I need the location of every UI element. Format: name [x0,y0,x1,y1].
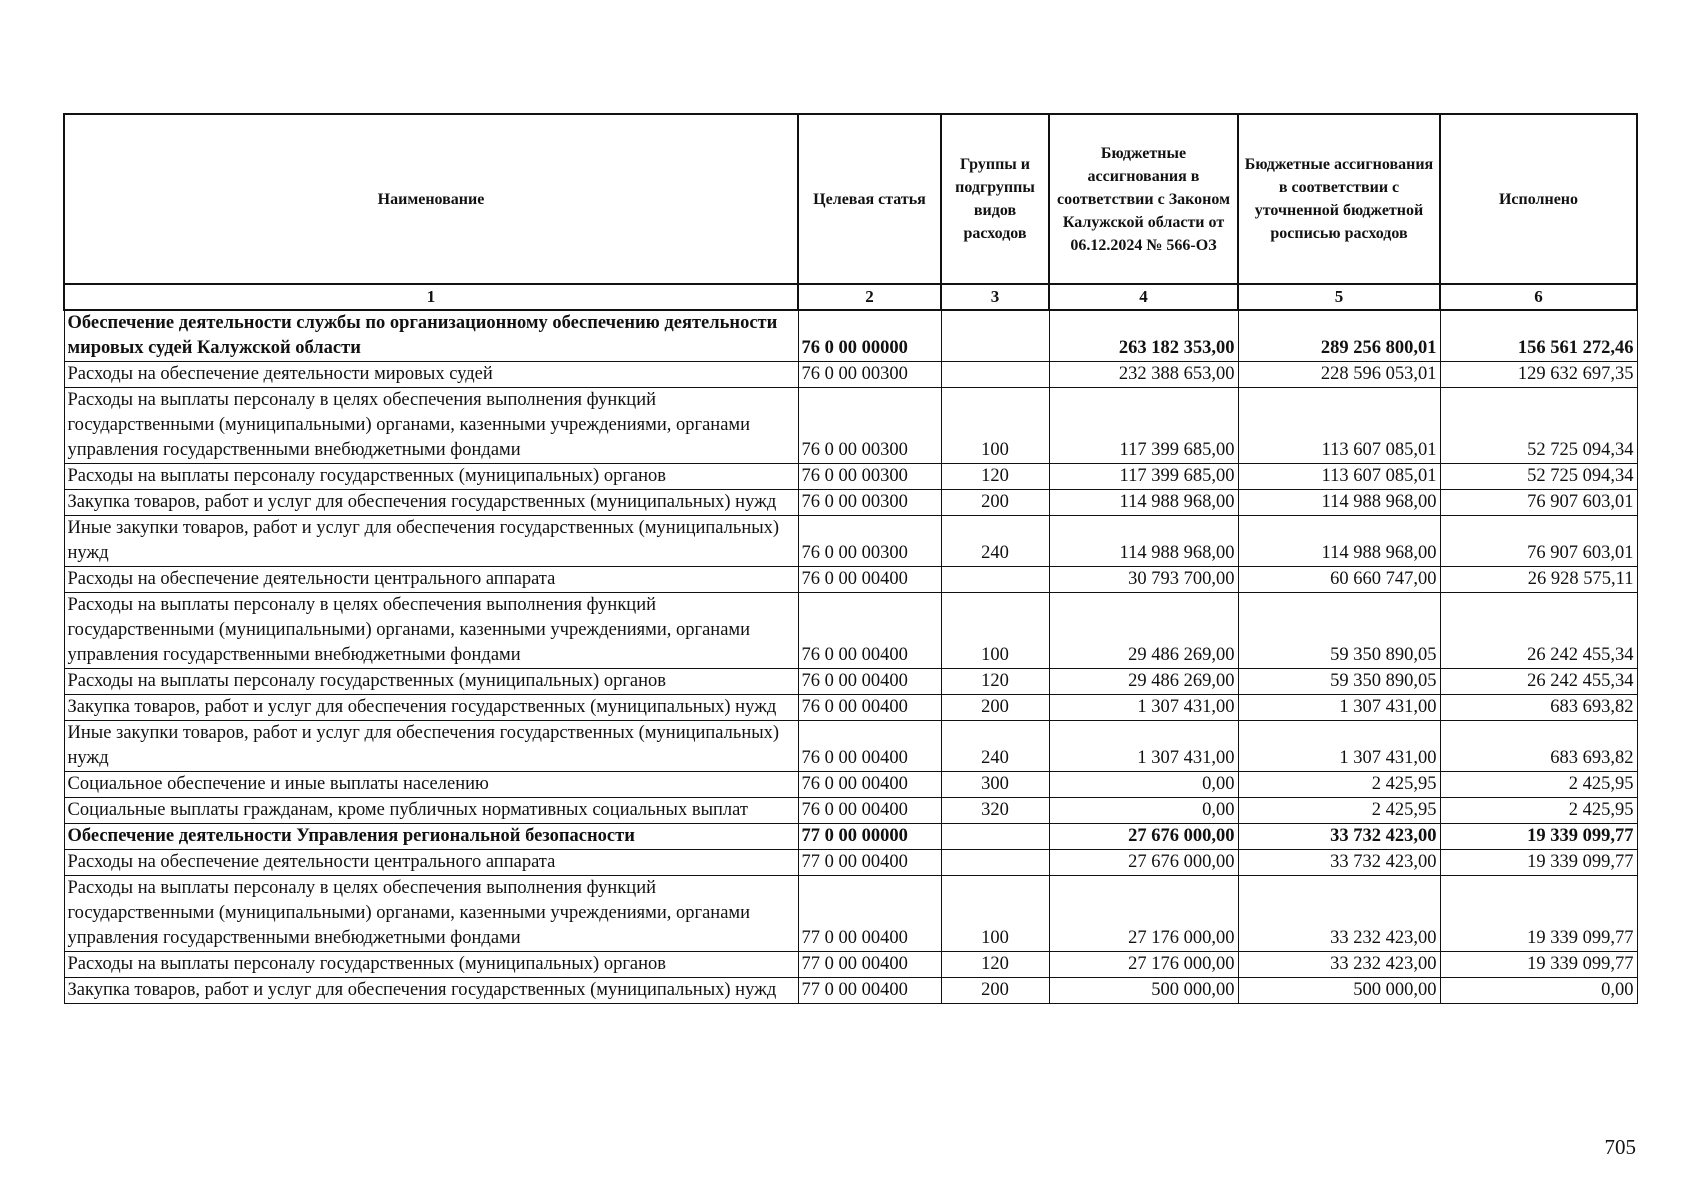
expense-group: 300 [941,772,1049,798]
target-code: 76 0 00 00400 [798,798,941,824]
expense-group [941,824,1049,850]
header-revised: Бюджетные ассигнования в соответствии с уточненной бюджетной росписью расходов [1238,114,1440,284]
executed-amount: 156 561 272,46 [1440,310,1637,362]
revised-amount: 33 732 423,00 [1238,824,1440,850]
law-amount: 29 486 269,00 [1049,669,1238,695]
law-amount: 1 307 431,00 [1049,695,1238,721]
expense-group: 100 [941,876,1049,952]
row-name: Иные закупки товаров, работ и услуг для обеспечения государственных (муниципальных) нужд [64,516,798,567]
table-row [64,516,1637,567]
expense-group: 240 [941,721,1049,772]
row-name: Расходы на обеспечение деятельности мировых судей [64,362,798,388]
row-name: Расходы на выплаты персоналу государственных (муниципальных) органов [64,669,798,695]
revised-amount: 33 232 423,00 [1238,876,1440,952]
header-target: Целевая статья [798,114,941,284]
revised-amount: 2 425,95 [1238,798,1440,824]
executed-amount: 76 907 603,01 [1440,516,1637,567]
expense-group: 200 [941,490,1049,516]
page-number: 705 [1604,1135,1636,1159]
header-law: Бюджетные ассигнования в соответствии с Законом Калужской области от 06.12.2024 № 566-ОЗ [1049,114,1238,284]
revised-amount: 113 607 085,01 [1238,464,1440,490]
law-amount: 263 182 353,00 [1049,310,1238,362]
revised-amount: 59 350 890,05 [1238,593,1440,669]
table-body [64,310,1637,1004]
row-name: Социальные выплаты гражданам, кроме публичных нормативных социальных выплат [64,798,798,824]
executed-amount: 129 632 697,35 [1440,362,1637,388]
table-row [64,593,1637,669]
revised-amount: 114 988 968,00 [1238,516,1440,567]
executed-amount: 52 725 094,34 [1440,464,1637,490]
column-number: 5 [1238,284,1440,310]
revised-amount: 113 607 085,01 [1238,388,1440,464]
target-code: 77 0 00 00400 [798,978,941,1004]
law-amount: 27 676 000,00 [1049,850,1238,876]
expense-group [941,567,1049,593]
target-code: 76 0 00 00400 [798,772,941,798]
row-name: Расходы на выплаты персоналу государственных (муниципальных) органов [64,952,798,978]
expense-group: 200 [941,695,1049,721]
revised-amount: 1 307 431,00 [1238,721,1440,772]
header-row [64,114,1637,284]
law-amount: 232 388 653,00 [1049,362,1238,388]
table-row [64,310,1637,362]
executed-amount: 19 339 099,77 [1440,952,1637,978]
expense-group: 120 [941,952,1049,978]
expense-group: 100 [941,388,1049,464]
target-code: 77 0 00 00000 [798,824,941,850]
row-name: Расходы на выплаты персоналу в целях обеспечения выполнения функций государственными (муниципальными) органами, казенными учреждениями, органами управления государственными внебюджетными фондами [64,388,798,464]
target-code: 76 0 00 00300 [798,490,941,516]
law-amount: 30 793 700,00 [1049,567,1238,593]
expense-group: 200 [941,978,1049,1004]
table-row [64,567,1637,593]
column-number-row [64,284,1637,310]
expense-group [941,362,1049,388]
header-name: Наименование [64,114,798,284]
column-number: 6 [1440,284,1637,310]
expense-group: 320 [941,798,1049,824]
table-row [64,490,1637,516]
revised-amount: 33 232 423,00 [1238,952,1440,978]
revised-amount: 289 256 800,01 [1238,310,1440,362]
table-row [64,772,1637,798]
expense-group: 100 [941,593,1049,669]
target-code: 76 0 00 00400 [798,593,941,669]
revised-amount: 60 660 747,00 [1238,567,1440,593]
header-groups: Группы и подгруппы видов расходов [941,114,1049,284]
budget-table [63,113,1638,1004]
law-amount: 117 399 685,00 [1049,388,1238,464]
target-code: 76 0 00 00400 [798,695,941,721]
table-row [64,952,1637,978]
row-name: Социальное обеспечение и иные выплаты населению [64,772,798,798]
target-code: 76 0 00 00300 [798,388,941,464]
target-code: 76 0 00 00300 [798,362,941,388]
expense-group: 240 [941,516,1049,567]
executed-amount: 2 425,95 [1440,772,1637,798]
law-amount: 0,00 [1049,798,1238,824]
table-row [64,388,1637,464]
revised-amount: 2 425,95 [1238,772,1440,798]
table-row [64,721,1637,772]
row-name: Расходы на обеспечение деятельности центрального аппарата [64,567,798,593]
revised-amount: 1 307 431,00 [1238,695,1440,721]
row-name: Расходы на выплаты персоналу в целях обеспечения выполнения функций государственными (муниципальными) органами, казенными учреждениями, органами управления государственными внебюджетными фондами [64,593,798,669]
expense-group [941,310,1049,362]
law-amount: 29 486 269,00 [1049,593,1238,669]
table-row [64,798,1637,824]
executed-amount: 52 725 094,34 [1440,388,1637,464]
executed-amount: 26 928 575,11 [1440,567,1637,593]
law-amount: 0,00 [1049,772,1238,798]
revised-amount: 114 988 968,00 [1238,490,1440,516]
executed-amount: 19 339 099,77 [1440,824,1637,850]
executed-amount: 26 242 455,34 [1440,669,1637,695]
executed-amount: 2 425,95 [1440,798,1637,824]
row-name: Расходы на выплаты персоналу в целях обеспечения выполнения функций государственными (муниципальными) органами, казенными учреждениями, органами управления государственными внебюджетными фондами [64,876,798,952]
law-amount: 1 307 431,00 [1049,721,1238,772]
header-executed: Исполнено [1440,114,1637,284]
target-code: 76 0 00 00400 [798,567,941,593]
target-code: 77 0 00 00400 [798,876,941,952]
column-number: 1 [64,284,798,310]
row-name: Закупка товаров, работ и услуг для обеспечения государственных (муниципальных) нужд [64,695,798,721]
table-row [64,876,1637,952]
table-row [64,978,1637,1004]
row-name: Расходы на обеспечение деятельности центрального аппарата [64,850,798,876]
target-code: 77 0 00 00400 [798,850,941,876]
row-name: Расходы на выплаты персоналу государственных (муниципальных) органов [64,464,798,490]
table-row [64,362,1637,388]
row-name: Иные закупки товаров, работ и услуг для обеспечения государственных (муниципальных) нужд [64,721,798,772]
expense-group [941,850,1049,876]
revised-amount: 500 000,00 [1238,978,1440,1004]
revised-amount: 59 350 890,05 [1238,669,1440,695]
executed-amount: 76 907 603,01 [1440,490,1637,516]
executed-amount: 0,00 [1440,978,1637,1004]
law-amount: 114 988 968,00 [1049,490,1238,516]
executed-amount: 683 693,82 [1440,721,1637,772]
table-row [64,464,1637,490]
law-amount: 27 676 000,00 [1049,824,1238,850]
law-amount: 500 000,00 [1049,978,1238,1004]
expense-group: 120 [941,669,1049,695]
target-code: 76 0 00 00400 [798,721,941,772]
revised-amount: 228 596 053,01 [1238,362,1440,388]
target-code: 76 0 00 00300 [798,464,941,490]
executed-amount: 26 242 455,34 [1440,593,1637,669]
row-name: Закупка товаров, работ и услуг для обеспечения государственных (муниципальных) нужд [64,978,798,1004]
target-code: 77 0 00 00400 [798,952,941,978]
table-row [64,850,1637,876]
table-row [64,669,1637,695]
law-amount: 27 176 000,00 [1049,876,1238,952]
law-amount: 117 399 685,00 [1049,464,1238,490]
table-row [64,824,1637,850]
row-name: Обеспечение деятельности Управления региональной безопасности [64,824,798,850]
column-number: 3 [941,284,1049,310]
law-amount: 114 988 968,00 [1049,516,1238,567]
target-code: 76 0 00 00300 [798,516,941,567]
expense-group: 120 [941,464,1049,490]
executed-amount: 19 339 099,77 [1440,850,1637,876]
law-amount: 27 176 000,00 [1049,952,1238,978]
executed-amount: 19 339 099,77 [1440,876,1637,952]
table-row [64,695,1637,721]
target-code: 76 0 00 00400 [798,669,941,695]
column-number: 2 [798,284,941,310]
row-name: Обеспечение деятельности службы по организационному обеспечению деятельности мировых судей Калужской области [64,310,798,362]
revised-amount: 33 732 423,00 [1238,850,1440,876]
target-code: 76 0 00 00000 [798,310,941,362]
row-name: Закупка товаров, работ и услуг для обеспечения государственных (муниципальных) нужд [64,490,798,516]
executed-amount: 683 693,82 [1440,695,1637,721]
column-number: 4 [1049,284,1238,310]
